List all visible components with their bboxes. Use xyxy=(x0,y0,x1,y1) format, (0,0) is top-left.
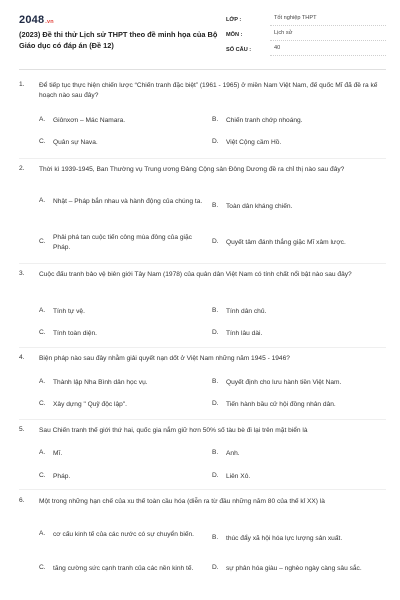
option-text: Tính dân chủ. xyxy=(226,308,267,315)
meta-row-subject xyxy=(226,28,386,43)
option-text: Quân sự Nava. xyxy=(53,139,98,146)
option-letter: A. xyxy=(39,116,46,124)
option-letter: C. xyxy=(39,472,46,480)
option-text: Giônxơn – Mác Namara. xyxy=(53,117,126,124)
option-b[interactable] xyxy=(212,534,384,544)
option-text: Toàn dân kháng chiến. xyxy=(226,203,293,210)
option-letter: A. xyxy=(39,307,46,315)
option-b[interactable] xyxy=(212,116,382,126)
option-letter: B. xyxy=(212,449,219,457)
question-number: 5. xyxy=(19,426,25,433)
question-number: 4. xyxy=(19,354,25,361)
option-text: Pháp. xyxy=(53,473,71,480)
option-text: Anh. xyxy=(226,450,240,457)
option-letter: B. xyxy=(212,307,219,315)
option-d[interactable] xyxy=(212,138,382,148)
logo-main: 2048 xyxy=(19,14,45,26)
meta-value: Tốt nghiệp THPT xyxy=(270,15,386,26)
option-letter: C. xyxy=(39,329,46,337)
option-b[interactable] xyxy=(212,307,382,317)
meta-value: 40 xyxy=(270,45,386,56)
option-letter: A. xyxy=(39,530,46,538)
meta-row-count xyxy=(226,43,386,58)
meta-label: LỚP : xyxy=(226,16,242,23)
option-text: Thành lập Nha Bình dân học vụ. xyxy=(53,379,148,386)
option-a[interactable] xyxy=(39,530,205,540)
option-a[interactable] xyxy=(39,116,199,126)
option-text: Quyết tâm đánh thắng giặc Mĩ xâm lược. xyxy=(226,239,346,246)
question-text: Sau Chiến tranh thế giới thứ hai, quốc gia nắm giữ hơn 50% số tàu bè đi lại trên mặt biển là xyxy=(39,427,308,434)
question-number: 2. xyxy=(19,165,25,172)
option-text: sự phân hóa giàu – nghèo ngày càng sâu sắc. xyxy=(226,565,362,572)
question-text: Một trong những hạn chế của xu thế toàn cầu hóa (diễn ra từ đầu những năm 80 của thế kỉ XX) là xyxy=(39,498,325,505)
option-c[interactable] xyxy=(39,233,205,252)
meta-label: MÔN : xyxy=(226,31,243,38)
question-divider xyxy=(19,489,386,490)
option-text: Mĩ. xyxy=(53,450,63,457)
option-letter: B. xyxy=(212,534,219,542)
option-c[interactable] xyxy=(39,472,199,482)
option-text: Tiến hành bầu cử hội đồng nhân dân. xyxy=(226,401,336,408)
meta-label: SỐ CÂU : xyxy=(226,46,252,53)
option-d[interactable] xyxy=(212,238,384,248)
option-letter: D. xyxy=(212,400,219,408)
question-divider xyxy=(19,158,386,159)
option-text: Tính toàn diện. xyxy=(53,330,97,337)
option-b[interactable] xyxy=(212,202,382,212)
option-letter: B. xyxy=(212,378,219,386)
option-letter: D. xyxy=(212,329,219,337)
question-divider xyxy=(19,263,386,264)
option-a[interactable] xyxy=(39,449,199,459)
option-letter: B. xyxy=(212,116,219,124)
option-letter: C. xyxy=(39,564,46,572)
site-logo[interactable] xyxy=(19,13,54,28)
option-letter: B. xyxy=(212,202,219,210)
option-letter: A. xyxy=(39,449,46,457)
option-letter: D. xyxy=(212,472,219,480)
option-c[interactable] xyxy=(39,400,204,410)
option-letter: D. xyxy=(212,138,219,146)
meta-row-class xyxy=(226,13,386,28)
option-d[interactable] xyxy=(212,329,382,339)
option-letter: A. xyxy=(39,197,46,205)
question-number: 6. xyxy=(19,497,25,504)
option-a[interactable] xyxy=(39,307,199,317)
logo-sub: .vn xyxy=(45,19,54,25)
option-letter: A. xyxy=(39,378,46,386)
question-text: Biện pháp nào sau đây nhằm giải quyết nạn dốt ở Việt Nam những năm 1945 - 1946? xyxy=(39,355,290,362)
option-text: thúc đẩy xã hội hóa lực lượng sản xuất. xyxy=(226,535,343,542)
question-text: Cuộc đấu tranh bảo vệ biên giới Tây Nam (1978) của quân dân Việt Nam có tính chất nổi bật nào sau đây? xyxy=(39,271,352,278)
option-text: tăng cường sức cạnh tranh của các nền kinh tế. xyxy=(53,565,194,572)
question-number: 1. xyxy=(19,81,25,88)
option-letter: D. xyxy=(212,564,219,572)
option-d[interactable] xyxy=(212,400,384,410)
option-text: Tính lâu dài. xyxy=(226,330,263,337)
option-a[interactable] xyxy=(39,197,205,207)
question-text: Để tiếp tục thực hiện chiến lược “Chiến tranh đặc biệt” (1961 - 1965) ở miền Nam Việt Nam, đế quốc Mĩ đã đề ra kế hoạch nào sau đây? xyxy=(39,82,378,99)
option-c[interactable] xyxy=(39,329,199,339)
question-text: Thời kì 1939-1945, Ban Thường vụ Trung ương Đảng Cộng sản Đông Dương đề ra chỉ thị nào sau đây? xyxy=(39,166,345,173)
option-text: Tính tự vệ. xyxy=(53,308,85,315)
option-a[interactable] xyxy=(39,378,204,388)
option-c[interactable] xyxy=(39,138,199,148)
option-c[interactable] xyxy=(39,564,205,574)
option-text: Phải phá tan cuộc tiến công mùa đông của giặc Pháp. xyxy=(53,234,192,251)
question-divider xyxy=(19,419,386,420)
question-number: 3. xyxy=(19,270,25,277)
header-divider xyxy=(19,69,386,70)
option-text: Nhật – Pháp bắn nhau và hành động của chúng ta. xyxy=(53,198,203,205)
option-text: Xây dựng " Quỹ độc lập". xyxy=(53,401,127,408)
option-letter: D. xyxy=(212,238,219,246)
option-letter: C. xyxy=(39,400,46,408)
option-d[interactable] xyxy=(212,472,382,482)
option-text: Chiến tranh chớp nhoáng. xyxy=(226,117,303,124)
meta-value: Lịch sử xyxy=(270,30,386,41)
option-text: cơ cấu kinh tế của các nước có sự chuyển biến. xyxy=(53,531,194,538)
option-text: Quyết định cho lưu hành tiền Việt Nam. xyxy=(226,379,342,386)
option-text: Liên Xô. xyxy=(226,473,251,480)
exam-meta xyxy=(226,13,386,58)
exam-title: (2023) Đề thi thử Lịch sử THPT theo đề minh họa của Bộ Giáo dục có đáp án (Đề 12) xyxy=(19,30,218,50)
question-divider xyxy=(19,347,386,348)
option-letter: C. xyxy=(39,138,46,146)
option-b[interactable] xyxy=(212,378,384,388)
option-letter: C. xyxy=(39,238,46,246)
exam-header xyxy=(0,0,400,72)
option-d[interactable] xyxy=(212,564,384,574)
option-b[interactable] xyxy=(212,449,382,459)
option-text: Việt Cộng cầm Hồ. xyxy=(226,139,282,146)
